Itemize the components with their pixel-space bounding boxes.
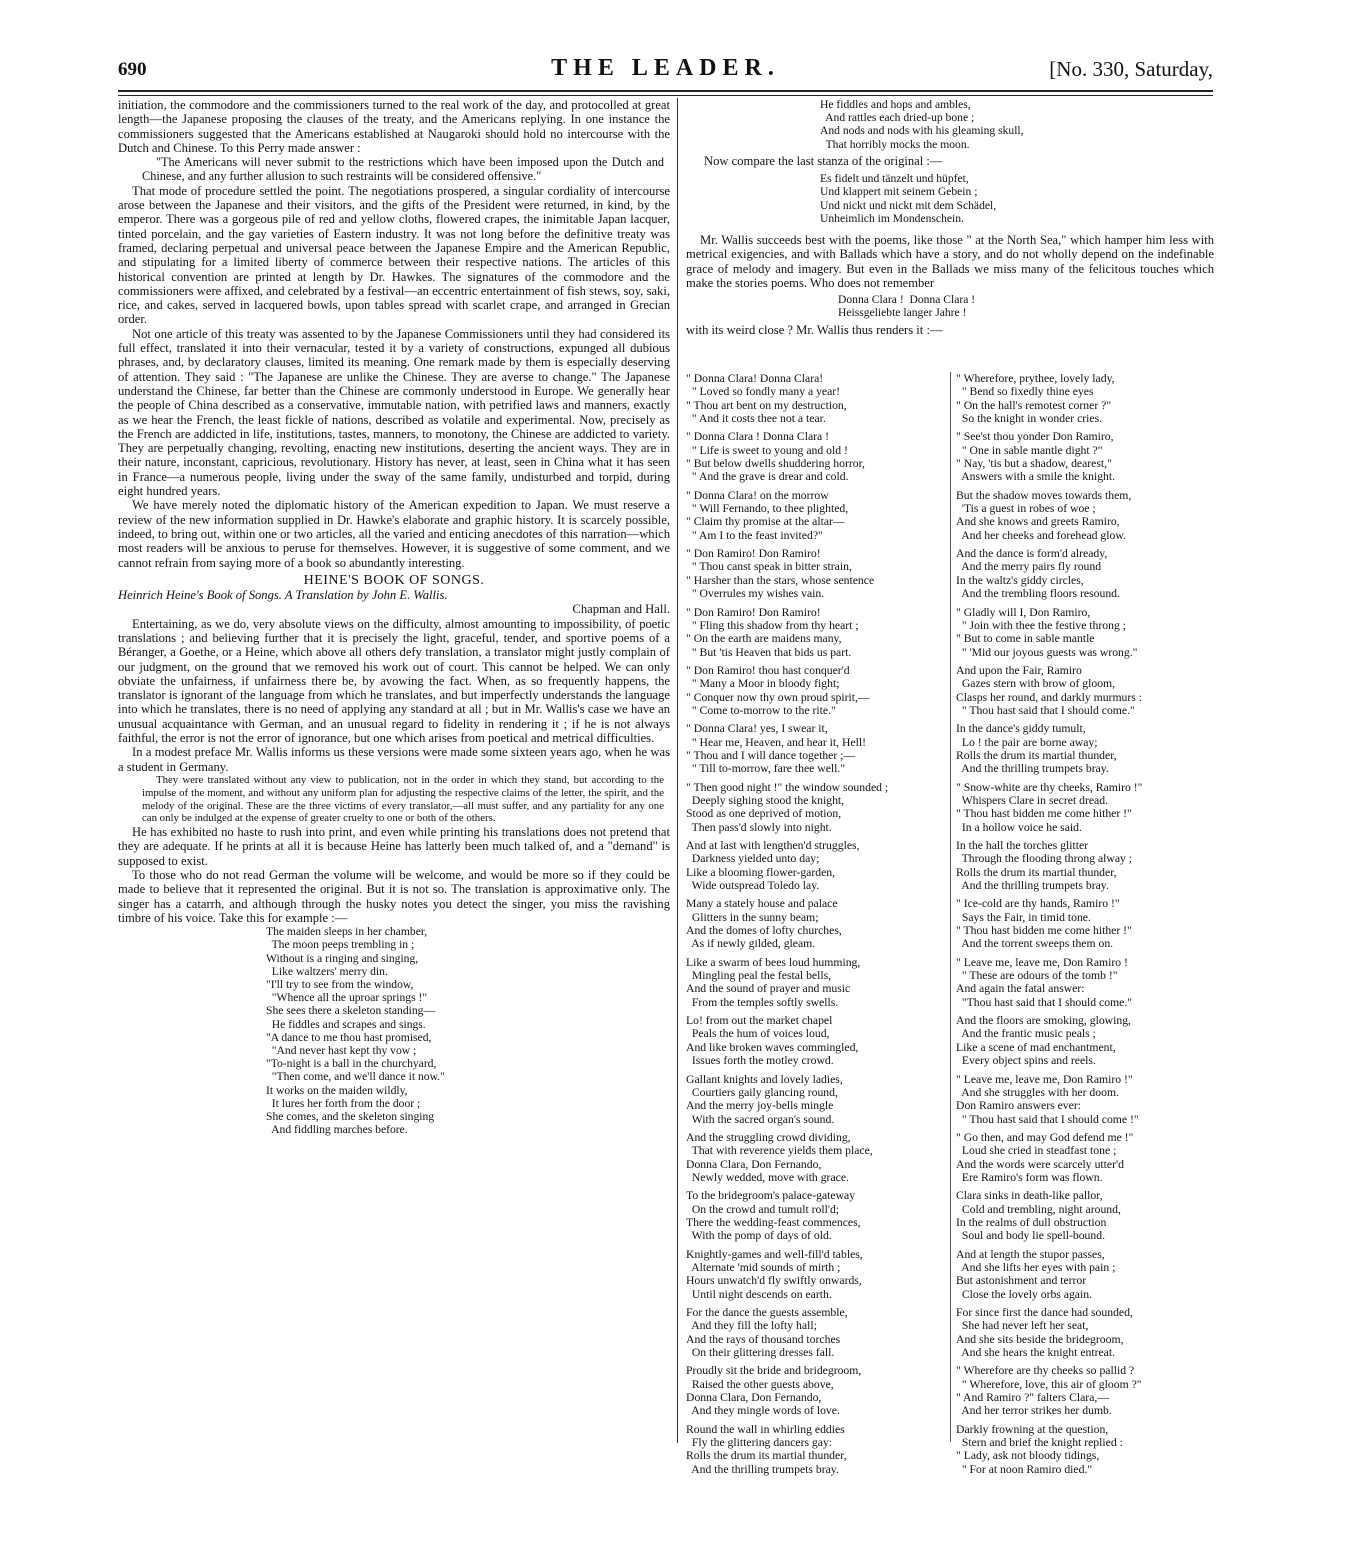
poem-line: "A dance to me thou hast promised, [266,1030,432,1044]
stanza [956,1306,1218,1359]
verse-line: Loud she cried in steadfast tone ; [956,1144,1117,1158]
poem-line: Unheimlich im Mondenschein. [820,211,964,225]
verse-line: Round the wall in whirling eddies [686,1422,845,1436]
stanza [956,430,1218,483]
german-quote [838,293,1214,319]
poem-line: She sees there a skeleton standing— [266,1004,436,1018]
paragraph: Mr. Wallis succeeds best with the poems, like those " at the North Sea," which hamper him less with metrical exigencies, and with Ballads which have a story, and do not wholly depend on the indefinable grace of melody and imagery. But even in the Ballads we miss many of the felicitous touches which make the stories poems. Who does not remember [686,232,1214,290]
verse-line: Lo! from out the market chapel [686,1014,833,1028]
verse-line: " Overrules my wishes vain. [686,587,825,601]
stanza [686,489,948,542]
verse-line: " Don Ramiro! thou hast conquer'd [686,663,850,677]
stanza [686,1131,948,1184]
verse-line: " Join with thee the festive throng ; [956,618,1126,632]
verse-line: " Thou canst speak in bitter strain, [686,560,852,574]
verse-line: That with reverence yields them place, [686,1144,873,1158]
verse-line: And the merry joy-bells mingle [686,1099,834,1113]
stanza [956,1014,1218,1067]
verse-line: " Fling this shadow from thy heart ; [686,618,859,632]
verse-line: Stern and brief the knight replied : [956,1436,1123,1450]
verse-line: " Lady, ask not bloody tidings, [956,1449,1100,1463]
verse-line: Mingling peal the festal bells, [686,969,832,983]
verse-line: Issues forth the motley crowd. [686,1054,834,1068]
stanza [686,547,948,600]
section-title: HEINE'S BOOK OF SONGS. [303,572,485,588]
poem-line: And nods and nods with his gleaming skull, [820,124,1024,138]
stanza [686,781,948,834]
poem-line: That horribly mocks the moon. [820,137,970,151]
verse-line: " But 'tis Heaven that bids us part. [686,645,852,659]
verse-line: " Donna Clara! on the morrow [686,488,829,502]
verse-line: And at last with lengthen'd struggles, [686,839,860,852]
poem-excerpt-continued [820,98,1214,151]
verse-line: Lo ! the pair are borne away; [956,735,1098,749]
verse-line: Close the lovely orbs again. [956,1287,1093,1301]
paragraph: Now compare the last stanza of the original :— [704,153,943,168]
verse-line: " Thou and I will dance together ;— [686,748,856,762]
verse-line: " Don Ramiro! Don Ramiro! [686,547,821,561]
paragraph: initiation, the commodore and the commissioners turned to the real work of the day, and protocolled at great length—the Japanese proposing the clauses of the treaty, and the Americans replying. In one instance the commissioners suggested that the Americans established at Naugaroki should hold no intercourse with the Dutch and Chinese. To this Perry made answer : [118,98,670,155]
poem-line: "Then come, and we'll dance it now." [266,1070,445,1084]
verse-line: " Hear me, Heaven, and hear it, Hell! [686,735,867,749]
verse-line: " Thou art bent on my destruction, [686,398,847,412]
verse-line: " Thou hast bidden me come hither !" [956,924,1132,938]
verse-line: Like a swarm of bees loud humming, [686,955,861,969]
verse-line: And the dance is form'd already, [956,547,1108,561]
verse-line: " Go then, and may God defend me !" [956,1130,1134,1144]
german-original [820,172,1214,225]
verse-line: Whispers Clare in secret dread. [956,793,1108,807]
verse-line: Like a scene of mad enchantment, [956,1040,1116,1054]
verse-line: In the dance's giddy tumult, [956,722,1086,736]
verse-line: As if newly gilded, gleam. [686,937,816,951]
verse-line: " Nay, 'tis but a shadow, dearest," [956,457,1112,471]
verse-line: Ere Ramiro's form was flown. [956,1170,1103,1184]
verse-line: " Thou hast said that I should come." [956,703,1135,717]
verse-line: And she lifts her eyes with pain ; [956,1260,1116,1274]
verse-line: " See'st thou yonder Don Ramiro, [956,430,1114,444]
verse-line: Through the flooding throng alway ; [956,852,1133,866]
verse-line: "Thou hast said that I should come." [956,995,1133,1009]
verse-line: Then pass'd slowly into night. [686,820,832,834]
verse-line: But the shadow moves towards them, [956,488,1132,502]
verse-line: In the realms of dull obstruction [956,1215,1107,1229]
stanza [956,1364,1218,1417]
poem-line: He fiddles and scrapes and sings. [266,1017,426,1031]
verse-line: Rolls the drum its martial thunder, [956,748,1117,762]
verse-line: " These are odours of the tomb !" [956,969,1118,983]
verse-line: " And the grave is drear and cold. [686,470,849,484]
stanza [956,839,1218,892]
stanza [956,722,1218,775]
verse-line: " Donna Clara! Donna Clara! [686,372,824,385]
poem-line: And rattles each dried-up bone ; [820,111,975,125]
verse-line: And the floors are smoking, glowing, [956,1014,1131,1028]
poem-excerpt [266,925,670,1136]
verse-line: " Leave me, leave me, Don Ramiro ! [956,955,1128,969]
verse-line: " Wherefore are thy cheeks so pallid ? [956,1364,1135,1378]
preface-quote: They were translated without any view to publication, not in the order in which they stand, but according to the impulse of the moment, and without any uniform plan for adjusting the respective claims of the letter, the spirit, and the melody of the original. These are the three victims of every translator,—all must suffer, and any partiality for any one can only be indulged at the expense of greater cruelty to one or both of the others. [142,773,664,825]
stanza [686,430,948,483]
stanza [686,956,948,1009]
paragraph: To those who do not read German the volume will be welcome, and would be more so if they could be made to believe that it represented the original. But it is not so. The translation is approximative only. The singer has a catarrh, and although through the husky notes you detect the singer, you miss the ravishing timbre of his voice. Take this for example :— [118,868,670,925]
verse-line: " One in sable mantle dight ?" [956,443,1103,457]
stanza [686,1014,948,1067]
stanza [956,1131,1218,1184]
poem-line: Es fidelt und tänzelt und hüpfet, [820,172,969,186]
verse-line: Wide outspread Toledo lay. [686,879,820,893]
verse-line: " But to come in sable mantle [956,632,1095,646]
block-quote: "The Americans will never submit to the restrictions which have been imposed upon the Dutch and Chinese, and any further allusion to such restraints will be considered offensive." [142,155,664,184]
verse-line: Many a stately house and palace [686,897,838,911]
verse-line: " And Ramiro ?" falters Clara,— [956,1391,1109,1405]
stanza [956,781,1218,834]
verse-line: Rolls the drum its martial thunder, [956,865,1117,879]
paragraph: We have merely noted the diplomatic history of the American expedition to Japan. We must reserve a review of the new information supplied in Dr. Hawke's elaborate and graphic history. It is scarcely possible, indeed, to bring out, within one or two articles, all the varied and enticing anecdotes of this narration—which most readers will be anxious to peruse for themselves. However, it is suggestive of some comment, and we cannot refrain from saying more of a book so abundantly interesting. [118,498,670,570]
verse-line: And the thrilling trumpets bray. [686,1462,839,1476]
verse-line: " Then good night !" the window sounded ; [686,780,889,794]
verse-line: " But below dwells shuddering horror, [686,457,865,471]
verse-line: Peals the hum of voices loud, [686,1027,830,1041]
verse-line: Until night descends on earth. [686,1287,832,1301]
paragraph: He has exhibited no haste to rush into print, and even while printing his translations does not pretend that they are adequate. If he prints at all it is because Heine has latterly been much talked of, and a "demand" is supposed to exist. [118,825,670,868]
stanza [956,372,1218,425]
column-rule [677,98,678,1443]
verse-line: Rolls the drum its martial thunder, [686,1449,847,1463]
verse-line: Hours unwatch'd fly swiftly onwards, [686,1274,862,1288]
verse-line: Newly wedded, move with grace. [686,1170,849,1184]
verse-line: For the dance the guests assemble, [686,1306,848,1319]
poem-line: Like waltzers' merry din. [266,964,388,978]
verse-line: And the struggling crowd dividing, [686,1130,851,1144]
verse-line: " Donna Clara! yes, I swear it, [686,722,828,736]
verse-line: " Bend so fixedly thine eyes [956,385,1094,399]
verse-line: Raised the other guests above, [686,1377,834,1391]
verse-line: Donna Clara, Don Fernando, [686,1157,822,1171]
stanza [686,722,948,775]
stanza [686,1189,948,1242]
verse-line: There the wedding-feast commences, [686,1215,861,1229]
verse-line: " Gladly will I, Don Ramiro, [956,605,1091,619]
issue-number: [No. 330, Saturday, [1049,57,1213,81]
paragraph: That mode of procedure settled the point. The negotiations prospered, a singular cordiality of intercourse arose between the Japanese and their visitors, and the gifts of the President were returned, in kind, by the emperor. There was a gorgeous pile of red and yellow cloths, flowered crapes, the inimitable Japan lacquer, tinted porcelain, and the gay varieties of Eastern industry. It was not long before the definitive treaty was framed, declaring perpetual and universal peace between the Japanese Empire and the American Republic, and stipulating for a limited liberty of commerce between their respective nations. The articles of this historical convention are printed at length by Dr. Hawkes. The signatures of the commodore and the commissioners were affixed, and celebrated by a festival—an eccentric entertainment of fish stews, soy, saki, rice, and cakes, served in lacquered bowls, upon tables spread with scarlet crape, and arranged in Grecian order. [118,183,670,327]
stanza [686,1248,948,1301]
verse-line: " Ice-cold are thy hands, Ramiro !" [956,897,1120,911]
verse-line: " Many a Moor in bloody fight; [686,677,840,691]
verse-line: " Wherefore, love, this air of gloom ?" [956,1377,1142,1391]
verse-line: And the domes of lofty churches, [686,924,842,938]
verse-line: Darkly frowning at the question, [956,1422,1109,1436]
stanza [686,1423,948,1476]
verse-line: Darkness yielded unto day; [686,852,820,866]
stanza [686,839,948,892]
verse-line: And her terror strikes her dumb. [956,1404,1112,1418]
verse-line: " 'Mid our joyous guests was wrong." [956,645,1138,659]
poem-line: "Whence all the uproar springs !" [266,991,428,1005]
verse-line: Gallant knights and lovely ladies, [686,1072,843,1086]
verse-line: Glitters in the sunny beam; [686,910,819,924]
verse-line: And her cheeks and forehead glow. [956,528,1126,542]
verse-line: In a hollow voice he said. [956,820,1082,834]
stanza [686,372,948,425]
verse-line: And they fill the lofty hall; [686,1319,817,1333]
verse-line: Cold and trembling, night around, [956,1202,1121,1216]
verse-line: In the waltz's giddy circles, [956,573,1084,587]
verse-line: And the trembling floors resound. [956,587,1120,601]
verse-line: Donna Clara, Don Fernando, [686,1391,822,1405]
verse-line: Courtiers gaily glancing round, [686,1085,838,1099]
verse-line: With the sacred organ's sound. [686,1112,835,1126]
verse-line: And again the fatal answer: [956,982,1085,996]
verse-line: " Life is sweet to young and old ! [686,443,848,457]
verse-line: And she knows and greets Ramiro, [956,515,1120,529]
stanza [686,1306,948,1359]
stanza [956,897,1218,950]
paragraph: In a modest preface Mr. Wallis informs us these versions were made some sixteen years ago, when he was a student in Germany. [118,745,670,774]
stanza [956,664,1218,717]
stanza [956,1073,1218,1126]
verse-line: Every object spins and reels. [956,1054,1096,1068]
verse-line: But astonishment and terror [956,1274,1087,1288]
verse-line: " For at noon Ramiro died." [956,1462,1093,1476]
verse-line: Says the Fair, in timid tone. [956,910,1091,924]
poem-line: The maiden sleeps in her chamber, [266,925,428,939]
verse-line: Stood as one deprived of motion, [686,807,842,821]
ballad-verses-right [956,372,1218,1481]
verse-line: " Claim thy promise at the altar— [686,515,845,529]
verse-line: And the words were scarcely utter'd [956,1157,1124,1171]
stanza [686,1073,948,1126]
verse-line: Don Ramiro answers ever: [956,1099,1081,1113]
verse-line: And like broken waves commingled, [686,1040,859,1054]
poem-line: The moon peeps trembling in ; [266,938,415,952]
verse-line: 'Tis a guest in robes of woe ; [956,502,1096,516]
poem-line: "I'll try to see from the window, [266,978,414,992]
verse-line: And the rays of thousand torches [686,1332,841,1346]
verse-line: Soul and body lie spell-bound. [956,1229,1106,1243]
poem-line: "And never hast kept thy vow ; [266,1044,417,1058]
header-rule-thin [118,95,1213,96]
verse-line: From the temples softly swells. [686,995,839,1009]
verse-line: " Donna Clara ! Donna Clara ! [686,430,830,444]
verse-column-rule [950,372,951,1442]
left-column [118,98,670,1458]
verse-line: Answers with a smile the knight. [956,470,1116,484]
verse-line: " Till to-morrow, fare thee well." [686,762,846,776]
header-rule [118,90,1213,92]
masthead: THE LEADER. [551,55,780,81]
verse-line: On their glittering dresses fall. [686,1346,835,1360]
verse-line: " Loved so fondly many a year! [686,385,841,399]
poem-line: He fiddles and hops and ambles, [820,98,971,111]
verse-line: And she hears the knight entreat. [956,1346,1116,1360]
right-column [686,98,1214,1476]
ballad-verses-left [686,372,948,1481]
verse-line: Proudly sit the bride and bridegroom, [686,1364,862,1378]
verse-line: With the pomp of days of old. [686,1229,832,1243]
poem-line: It works on the maiden wildly, [266,1083,408,1097]
verse-line: Clara sinks in death-like pallor, [956,1189,1103,1203]
verse-line: Fly the glittering dancers gay: [686,1436,833,1450]
verse-line: " On the earth are maidens many, [686,632,842,646]
verse-line: For since first the dance had sounded, [956,1306,1133,1319]
stanza [686,1364,948,1417]
verse-line: " Conquer now thy own proud spirit,— [686,690,870,704]
verse-line: On the crowd and tumult roll'd; [686,1202,840,1216]
verse-line: To the bridegroom's palace-gateway [686,1189,856,1203]
verse-line: Deeply sighing stood the knight, [686,793,845,807]
verse-line: " Don Ramiro! Don Ramiro! [686,605,821,619]
paragraph: Not one article of this treaty was assented to by the Japanese Commissioners until they had considered its full effect, translated it into their vernacular, tested it by a variety of constructions, expunged all dubious phrases, and, by declaratory clauses, limited its meaning. One remark made by them is especially deserving of attention. They said : "The Japanese are unlike the Chinese. They are averse to change." The Japanese understand the Chinese, far better than the Chinese are commonly understood in Europe. We generally hear the people of China described as a conservative, immutable nation, with petrified laws and manners, exactly as we hear the French, the least fickle of nations, described as volatile and experimental. Now, precisely as the French are addicted in life, institutions, tastes, manners, to monotony, the Chinese are addicted to variety. They are perpetually changing, revolting, enacting new institutions, deserting the ancient ways. They are in their nature, inconstant, capricious, revolutionary. History has never, at least, seen in China what it has seen in France—a numerous people, living under the sway of the same family, undisturbed and torpid, during eight hundred years. [118,326,670,499]
page-header [118,55,1213,95]
paragraph: Entertaining, as we do, very absolute views on the difficulty, almost amounting to impossibility, of poetic translations ; and believing further that it is precisely the light, graceful, tender, and sportive poems of a Béranger, a Goethe, or a Heine, which above all others defy translation, a translator might justly complain of our judgment, on the ground that we removed his work out of court. This cannot be helped. We can only obviate the unfairness, if unfairness there be, by avowing the fact. When, as so frequently happens, the translator is ignorant of the language from which he translates, and but imperfectly understands the language into which he translates, there is no need of applying any standard at all ; but in Mr. Wallis's case we have an unusual acquaintance with German, and an unusual regard to fidelity in rendering it ; if he is not always faithful, the error is not the error of ignorance, but one which arises from poetical and metrical difficulties. [118,616,670,746]
stanza [956,1423,1218,1476]
verse-line: " On the hall's remotest corner ?" [956,398,1112,412]
poem-line: She comes, and the skeleton singing [266,1110,435,1124]
stanza [956,1248,1218,1301]
verse-line: And the merry pairs fly round [956,560,1102,574]
verse-line: And the thrilling trumpets bray. [956,879,1109,893]
poem-line: Donna Clara ! Donna Clara ! [838,293,976,307]
stanza [956,956,1218,1009]
poem-line: "To-night is a ball in the churchyard, [266,1057,437,1071]
stanza [956,1189,1218,1242]
poem-line: Und nickt und nickt mit dem Schädel, [820,198,997,212]
verse-line: And they mingle words of love. [686,1404,840,1418]
poem-line: Heissgeliebte langer Jahre ! [838,306,967,320]
verse-line: In the hall the torches glitter [956,839,1089,852]
stanza [956,547,1218,600]
stanza [956,606,1218,659]
verse-line: " Thou hast bidden me come hither !" [956,807,1132,821]
verse-line: " Come to-morrow to the rite." [686,703,836,717]
stanza [686,664,948,717]
verse-line: " Am I to the feast invited?" [686,528,823,542]
poem-line: Without is a ringing and singing, [266,951,419,965]
poem-line: It lures her forth from the door ; [266,1096,421,1110]
verse-line: And upon the Fair, Ramiro [956,663,1082,677]
stanza [686,606,948,659]
verse-line: Alternate 'mid sounds of mirth ; [686,1260,841,1274]
book-byline: Heinrich Heine's Book of Songs. A Translation by John E. Wallis. [118,588,448,603]
verse-line: And she sits beside the bridegroom, [956,1332,1124,1346]
stanza [956,489,1218,542]
publisher: Chapman and Hall. [572,602,670,617]
verse-line: Like a blooming flower-garden, [686,865,836,879]
verse-line: Knightly-games and well-fill'd tables, [686,1247,863,1261]
verse-line: " Will Fernando, to thee plighted, [686,502,849,516]
page-number: 690 [118,59,147,80]
verse-line: And the sound of prayer and music [686,982,851,996]
verse-line: And the torrent sweeps them on. [956,937,1114,951]
verse-line: So the knight in wonder cries. [956,412,1103,426]
verse-line: She had never left her seat, [956,1319,1089,1333]
verse-line: " And it costs thee not a tear. [686,412,826,426]
verse-line: " Wherefore, prythee, lovely lady, [956,372,1115,385]
verse-line: And she struggles with her doom. [956,1085,1119,1099]
verse-line: " Leave me, leave me, Don Ramiro !" [956,1072,1133,1086]
verse-line: " Harsher than the stars, whose sentence [686,573,875,587]
verse-line: And the frantic music peals ; [956,1027,1096,1041]
verse-line: " Thou hast said that I should come !" [956,1112,1139,1126]
verse-line: Gazes stern with brow of gloom, [956,677,1116,691]
stanza [686,897,948,950]
verse-line: Clasps her round, and darkly murmurs : [956,690,1142,704]
verse-line: " Snow-white are thy cheeks, Ramiro !" [956,780,1143,794]
paragraph: with its weird close ? Mr. Wallis thus renders it :— [686,322,943,337]
verse-line: And the thrilling trumpets bray. [956,762,1109,776]
poem-line: And fiddling marches before. [266,1123,408,1137]
verse-line: And at length the stupor passes, [956,1247,1105,1261]
poem-line: Und klappert mit seinem Gebein ; [820,185,978,199]
